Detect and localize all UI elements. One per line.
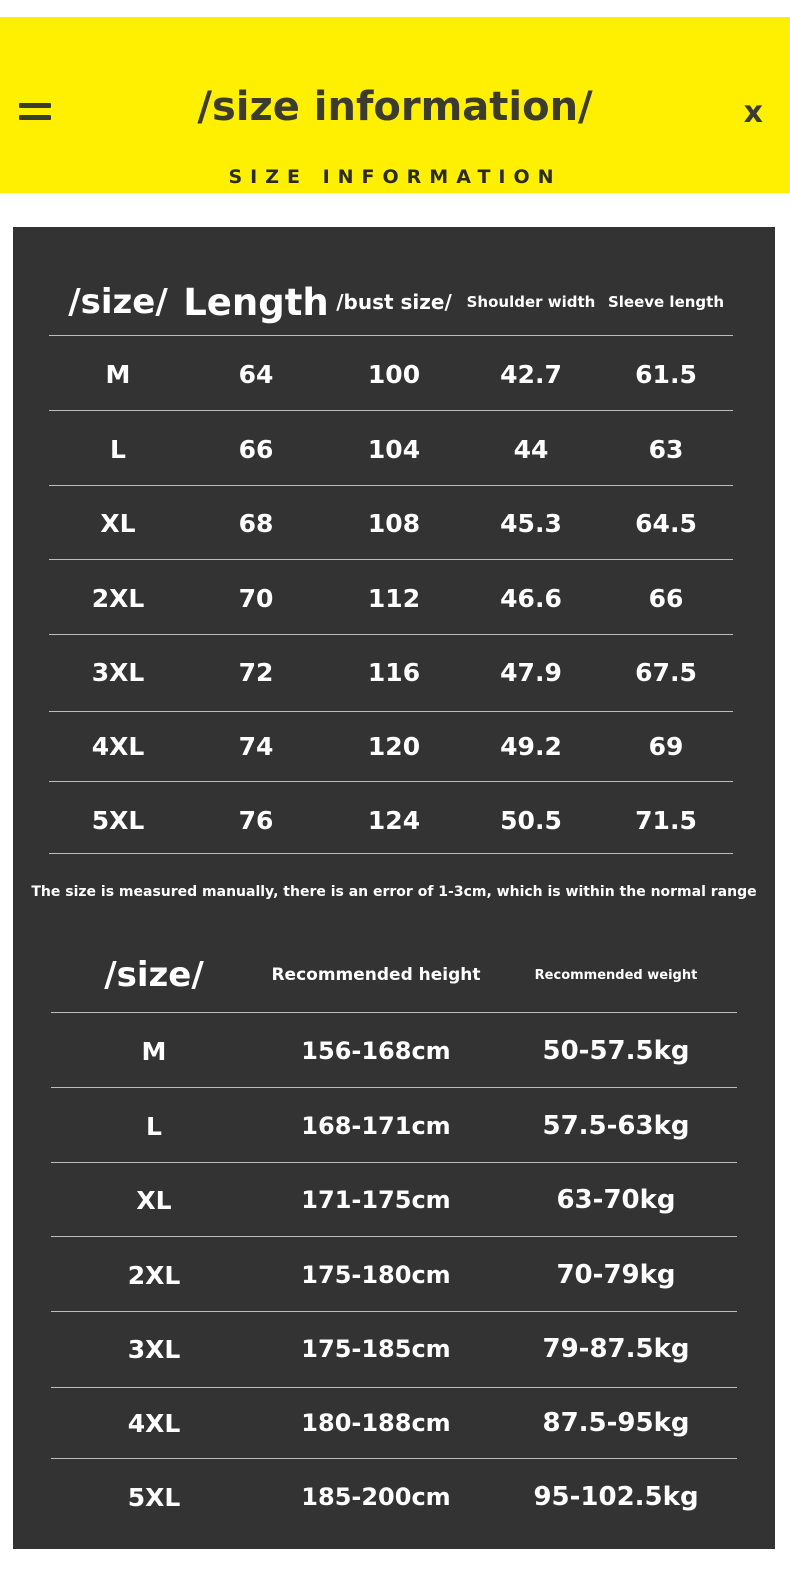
table-row <box>51 1312 737 1386</box>
page-subtitle: SIZE INFORMATION <box>228 166 562 188</box>
table-row <box>49 709 733 783</box>
cell-bust: 124 <box>367 805 421 835</box>
cell-size: L <box>146 1111 162 1141</box>
cell-height: 168-171cm <box>301 1112 451 1140</box>
table-row <box>51 1163 737 1237</box>
cell-sleeve: 71.5 <box>635 805 697 835</box>
cell-height: 171-175cm <box>301 1186 451 1214</box>
cell-sleeve: 66 <box>648 583 684 613</box>
cell-height: 175-185cm <box>301 1335 451 1363</box>
cell-size: 3XL <box>91 657 145 687</box>
divider <box>49 781 733 782</box>
cell-shoulder: 42.7 <box>500 359 562 389</box>
cell-height: 156-168cm <box>301 1037 451 1065</box>
header-recommended-height: Recommended height <box>271 965 481 985</box>
header-length: Length <box>183 280 329 324</box>
cell-length: 74 <box>238 731 274 761</box>
table-row <box>49 783 733 857</box>
cell-length: 64 <box>238 359 274 389</box>
divider <box>51 1087 737 1088</box>
cell-size: L <box>110 434 126 464</box>
cell-size: 4XL <box>91 731 145 761</box>
table-row <box>51 1089 737 1163</box>
cell-sleeve: 69 <box>648 731 684 761</box>
header-shoulder-width: Shoulder width <box>466 293 596 311</box>
cell-length: 72 <box>238 657 274 687</box>
cell-sleeve: 63 <box>648 434 684 464</box>
cell-size: 5XL <box>91 805 145 835</box>
cell-size: M <box>105 359 131 389</box>
table-row <box>49 486 733 560</box>
divider <box>51 1012 737 1013</box>
cell-shoulder: 49.2 <box>500 731 562 761</box>
cell-weight: 50-57.5kg <box>542 1036 690 1066</box>
page-title: /size information/ <box>197 84 593 130</box>
header-size: /size/ <box>68 282 168 322</box>
recommendation-header-row <box>51 947 737 1003</box>
table-row <box>51 1014 737 1088</box>
cell-bust: 104 <box>367 434 421 464</box>
header-bust-size: /bust size/ <box>336 290 452 314</box>
cell-height: 180-188cm <box>301 1409 451 1437</box>
cell-length: 68 <box>238 508 274 538</box>
cell-weight: 95-102.5kg <box>533 1482 699 1512</box>
table-row <box>49 412 733 486</box>
cell-length: 70 <box>238 583 274 613</box>
cell-bust: 112 <box>367 583 421 613</box>
divider <box>51 1458 737 1459</box>
cell-length: 76 <box>238 805 274 835</box>
close-icon[interactable]: x <box>743 95 763 130</box>
divider <box>49 853 733 854</box>
cell-shoulder: 46.6 <box>500 583 562 613</box>
cell-shoulder: 50.5 <box>500 805 562 835</box>
cell-size: XL <box>136 1185 172 1215</box>
cell-bust: 108 <box>367 508 421 538</box>
cell-height: 175-180cm <box>301 1261 451 1289</box>
table-row <box>51 1386 737 1460</box>
cell-size: 3XL <box>127 1334 181 1364</box>
divider <box>51 1236 737 1237</box>
cell-bust: 116 <box>367 657 421 687</box>
cell-shoulder: 47.9 <box>500 657 562 687</box>
cell-size: 2XL <box>127 1260 181 1290</box>
cell-size: XL <box>100 508 136 538</box>
cell-size: 2XL <box>91 583 145 613</box>
divider <box>49 410 733 411</box>
cell-size: 5XL <box>127 1482 181 1512</box>
table-row <box>49 635 733 709</box>
cell-weight: 87.5-95kg <box>542 1408 690 1438</box>
cell-shoulder: 45.3 <box>500 508 562 538</box>
cell-sleeve: 64.5 <box>635 508 697 538</box>
cell-size: M <box>141 1036 167 1066</box>
cell-sleeve: 61.5 <box>635 359 697 389</box>
table-row <box>49 561 733 635</box>
header-size: /size/ <box>104 955 204 995</box>
cell-size: 4XL <box>127 1408 181 1438</box>
cell-height: 185-200cm <box>301 1483 451 1511</box>
divider <box>49 335 733 336</box>
size-chart-panel <box>13 227 775 1549</box>
table-row <box>51 1238 737 1312</box>
header-sleeve-length: Sleeve length <box>607 292 725 311</box>
cell-weight: 57.5-63kg <box>542 1111 690 1141</box>
cell-weight: 79-87.5kg <box>542 1334 690 1364</box>
menu-icon[interactable] <box>19 101 51 123</box>
cell-length: 66 <box>238 434 274 464</box>
table-row <box>51 1460 737 1534</box>
divider <box>49 559 733 560</box>
cell-shoulder: 44 <box>513 434 549 464</box>
cell-bust: 120 <box>367 731 421 761</box>
cell-sleeve: 67.5 <box>635 657 697 687</box>
measurement-note: The size is measured manually, there is an error of 1-3cm, which is within the normal range <box>31 884 757 900</box>
cell-bust: 100 <box>367 359 421 389</box>
header-banner <box>0 17 790 193</box>
cell-weight: 70-79kg <box>556 1260 676 1290</box>
table-row <box>49 337 733 411</box>
cell-weight: 63-70kg <box>556 1185 676 1215</box>
measurements-header-row <box>49 271 733 333</box>
header-recommended-weight: Recommended weight <box>534 967 698 983</box>
